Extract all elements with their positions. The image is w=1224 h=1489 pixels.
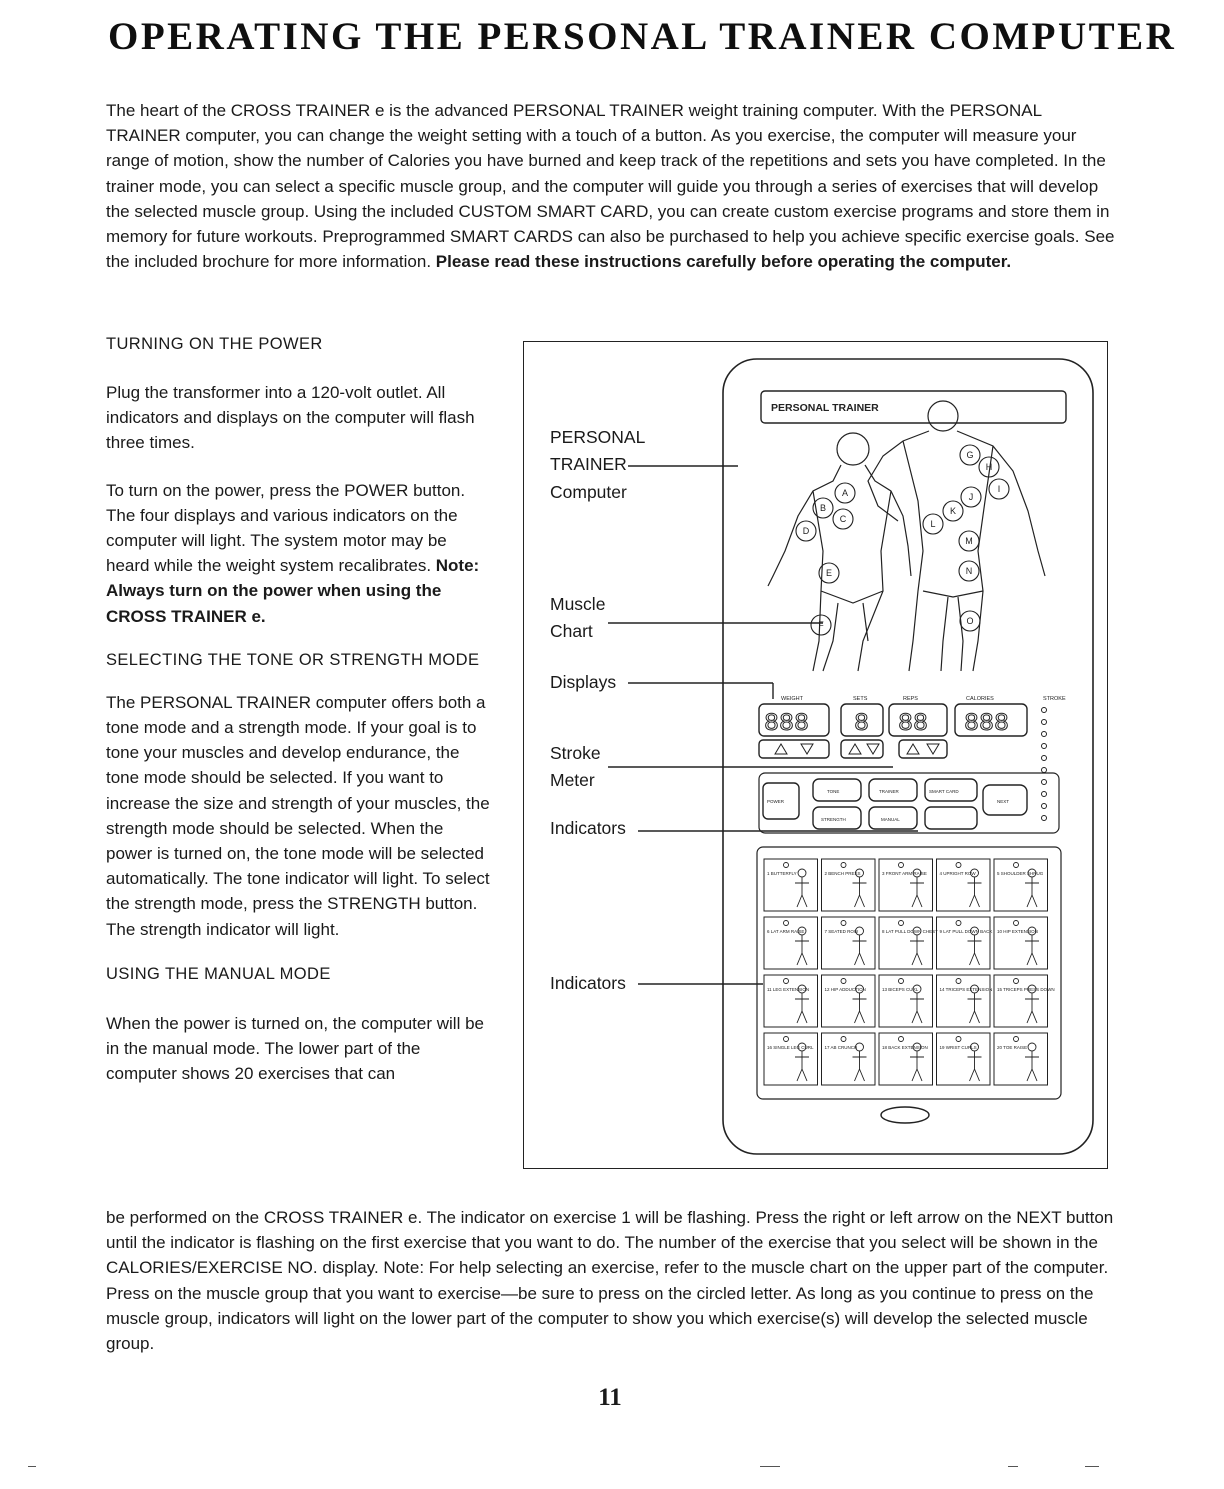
label-stroke: STROKE (1043, 696, 1066, 702)
power-paragraph-2 (106, 478, 491, 629)
callout-personal: PERSONAL (550, 427, 646, 447)
reps-digits: 88 (898, 709, 929, 738)
trainer-label[interactable]: TRAINER (879, 789, 899, 794)
exercise-indicator (899, 863, 904, 868)
exercise-cell[interactable] (937, 859, 991, 911)
page-title: OPERATING THE PERSONAL TRAINER COMPUTER (108, 15, 1177, 58)
exercise-label: 4 UPRIGHT ROW (939, 871, 976, 876)
exercise-label: 10 HIP EXTENSION (997, 929, 1038, 934)
power-note: Note: Always turn on the power when using the CROSS TRAINER e. (106, 556, 480, 626)
exercise-cell[interactable] (822, 859, 876, 911)
callout-indicators-2: Indicators (550, 973, 626, 993)
heading-power: TURNING ON THE POWER (106, 335, 323, 353)
left-column (106, 332, 491, 1086)
manual-paragraph-a: When the power is turned on, the computer will be in the manual mode. The lower part of the computer shows 20 exercises that can (106, 1013, 484, 1084)
exercise-label: 18 BACK EXTENSION (882, 1045, 928, 1050)
exercise-label: 9 LAT PULL DOWN BACK (939, 929, 993, 934)
exercise-label: 14 TRICEPS EXTENSION (939, 987, 993, 992)
muscle-E[interactable]: E (825, 568, 833, 578)
sets-digits: 8 (854, 709, 870, 738)
exercise-indicator (841, 921, 846, 926)
exercise-label: 17 AB CRUNCH (824, 1045, 858, 1050)
muscle-H[interactable]: H (985, 462, 993, 472)
exercise-indicator (841, 1037, 846, 1042)
exercise-cell[interactable] (937, 1033, 991, 1085)
back-figure (868, 401, 1045, 671)
exercise-label: 7 SEATED ROW (824, 929, 859, 934)
card-slot (881, 1107, 929, 1123)
exercise-cell[interactable] (879, 859, 933, 911)
muscle-K[interactable]: K (949, 506, 957, 516)
callout-displays: Displays (550, 672, 617, 692)
muscle-O[interactable]: O (966, 616, 974, 626)
exercise-indicator (1014, 979, 1019, 984)
exercise-label: 3 FRONT ARM RAISE (882, 871, 927, 876)
buttons-panel (759, 773, 1059, 833)
callout-muscle: Muscle (550, 594, 606, 614)
label-reps: REPS (903, 696, 918, 702)
exercise-label: 11 LEG EXTENSION (767, 987, 810, 992)
intro-bold-note: Please read these instructions carefully before operating the computer. (435, 252, 1012, 272)
power-paragraph-2-text: To turn on the power, press the POWER button. The four displays and various indicators on the computer will light. The system motor may be heard while the weight system recalibrates. (106, 480, 466, 576)
exercise-label: 13 BICEPS CURL (882, 987, 919, 992)
exercise-cell[interactable] (764, 1033, 818, 1085)
exercise-cell[interactable] (822, 1033, 876, 1085)
exercise-cell[interactable] (879, 917, 933, 969)
exercise-label: 15 TRICEPS PRESS DOWN (997, 987, 1055, 992)
tone-paragraph: The PERSONAL TRAINER computer offers both a tone mode and a strength mode. If your goal is to tone your muscles and develop endurance, the tone mode should be selected. If you want to increase the size and strength of your muscles, the strength mode should be selected. When the power is turned on, the tone mode will be selected automatically. The tone indicator will light. To select the strength mode, press the STRENGTH button. The strength indicator will light. (106, 692, 490, 939)
exercise-cell[interactable] (879, 1033, 933, 1085)
exercise-indicator (784, 979, 789, 984)
exercise-cell[interactable] (937, 917, 991, 969)
exercise-label: 2 BENCH PRESS (824, 871, 861, 876)
exercise-label: 20 TOE RAISE (997, 1045, 1028, 1050)
exercise-indicator (1014, 1037, 1019, 1042)
exercise-grid (764, 859, 1055, 1085)
smart-card-button-2 (925, 807, 977, 829)
exercise-label: 5 SHOULDER SHRUG (997, 871, 1044, 876)
muscle-J[interactable]: J (968, 492, 974, 502)
muscle-B[interactable]: B (819, 503, 827, 513)
sets-arrows (841, 740, 883, 758)
exercise-cell[interactable] (994, 917, 1048, 969)
power-label[interactable]: POWER (767, 799, 785, 804)
callout-trainer: TRAINER (550, 454, 627, 474)
exercise-label: 19 WRIST CURLS (939, 1045, 977, 1050)
exercise-indicator (899, 921, 904, 926)
exercise-indicator (1014, 863, 1019, 868)
exercise-label: 1 BUTTERFLY (767, 871, 797, 876)
callout-stroke: Stroke (550, 743, 601, 763)
callout-indicators-1: Indicators (550, 818, 626, 838)
muscle-F[interactable]: F (818, 620, 824, 630)
callout-meter: Meter (550, 770, 595, 790)
front-figure (768, 433, 911, 671)
tone-label[interactable]: TONE (827, 789, 840, 794)
exercise-cell[interactable] (764, 975, 818, 1027)
exercise-indicator (784, 863, 789, 868)
exercise-cell[interactable] (994, 859, 1048, 911)
intro-text: The heart of the CROSS TRAINER e is the advanced PERSONAL TRAINER weight training computer. With the PERSONAL TRAINER computer, you can change the weight setting with a touch of a button. As you exercise, the computer will measure your range of motion, show the number of Calories you have burned and keep track of the repetitions and sets you have completed. In the trainer mode, you can select a specific muscle group, and the computer will guide you through a series of exercises that will develop the selected muscle group. Using the included CUSTOM SMART CARD, you can create custom exercise programs and store them in memory for future workouts. Preprogrammed SMART CARDS can also be purchased to help you achieve specific exercise goals. See the included brochure for more information. (106, 101, 1115, 272)
exercise-cell[interactable] (937, 975, 991, 1027)
exercise-cell[interactable] (879, 975, 933, 1027)
manual-paragraph-b: be performed on the CROSS TRAINER e. The indicator on exercise 1 will be flashing. Press the right or left arrow on the NEXT button until the indicator is flashing on the first exercise that you want to do. The number of the exercise that you select will be shown in the CALORIES/EXERCISE NO. display. Note: For help selecting an exercise, refer to the muscle chart on the upper part of the computer. Press on the muscle group that you want to exercise—be sure to press on the circled letter. As long as you continue to press on the muscle group, indicators will light on the lower part of the computer to show you which exercise(s) will develop the selected muscle group. (106, 1208, 1114, 1354)
weight-arrows (759, 740, 829, 758)
callout-computer: Computer (550, 482, 627, 502)
intro-paragraph (106, 98, 1116, 274)
exercise-cell[interactable] (764, 859, 818, 911)
manual-label[interactable]: MANUAL (881, 817, 900, 822)
heading-manual: USING THE MANUAL MODE (106, 964, 331, 983)
exercise-cell[interactable] (994, 1033, 1048, 1085)
exercise-indicator (956, 863, 961, 868)
calories-digits: 888 (964, 709, 1010, 738)
exercise-indicator (841, 979, 846, 984)
brand-label: PERSONAL TRAINER (771, 402, 879, 414)
exercise-figure (795, 869, 809, 907)
exercise-indicator (899, 1037, 904, 1042)
exercise-label: 8 LAT PULL DOWN CHEST (882, 929, 938, 934)
heading-tone: SELECTING THE TONE OR STRENGTH MODE (106, 650, 480, 669)
power-paragraph-1: Plug the transformer into a 120-volt outlet. All indicators and displays on the computer will flash three times. (106, 383, 475, 453)
exercise-indicator (784, 921, 789, 926)
label-weight: WEIGHT (781, 696, 803, 702)
exercise-label: 6 LAT ARM RAISE (767, 929, 805, 934)
exercise-indicator (956, 1037, 961, 1042)
exercise-indicator (784, 1037, 789, 1042)
exercise-label: 12 HIP ADDUCTION (824, 987, 866, 992)
label-sets: SETS (853, 696, 868, 702)
exercise-indicator (956, 921, 961, 926)
muscle-C[interactable]: C (839, 514, 847, 524)
next-label[interactable]: NEXT (997, 799, 1010, 804)
console-illustration (523, 341, 1108, 1169)
exercise-label: 16 SINGLE LEG CURL (767, 1045, 814, 1050)
reps-arrows (899, 740, 947, 758)
muscle-A[interactable]: A (841, 488, 849, 498)
exercise-indicator (899, 979, 904, 984)
weight-digits: 888 (764, 709, 810, 738)
muscle-D[interactable]: D (802, 526, 810, 536)
muscle-N[interactable]: N (965, 566, 973, 576)
console-outline (723, 359, 1093, 1154)
callout-chart: Chart (550, 621, 593, 641)
muscle-M[interactable]: M (965, 536, 973, 546)
label-calories: CALORIES (966, 696, 994, 702)
exercise-cell[interactable] (822, 975, 876, 1027)
exercise-cell[interactable] (764, 917, 818, 969)
exercise-indicator (956, 979, 961, 984)
muscle-L[interactable]: L (930, 519, 936, 529)
exercise-panel (757, 847, 1061, 1099)
exercise-cell[interactable] (822, 917, 876, 969)
strength-label[interactable]: STRENGTH (821, 817, 846, 822)
muscle-G[interactable]: G (966, 450, 974, 460)
exercise-indicator (841, 863, 846, 868)
muscle-I[interactable]: I (997, 484, 1001, 494)
smart-card-label[interactable]: SMART CARD (929, 789, 959, 794)
exercise-indicator (1014, 921, 1019, 926)
page-number: 11 (598, 1384, 622, 1411)
exercise-cell[interactable] (994, 975, 1048, 1027)
